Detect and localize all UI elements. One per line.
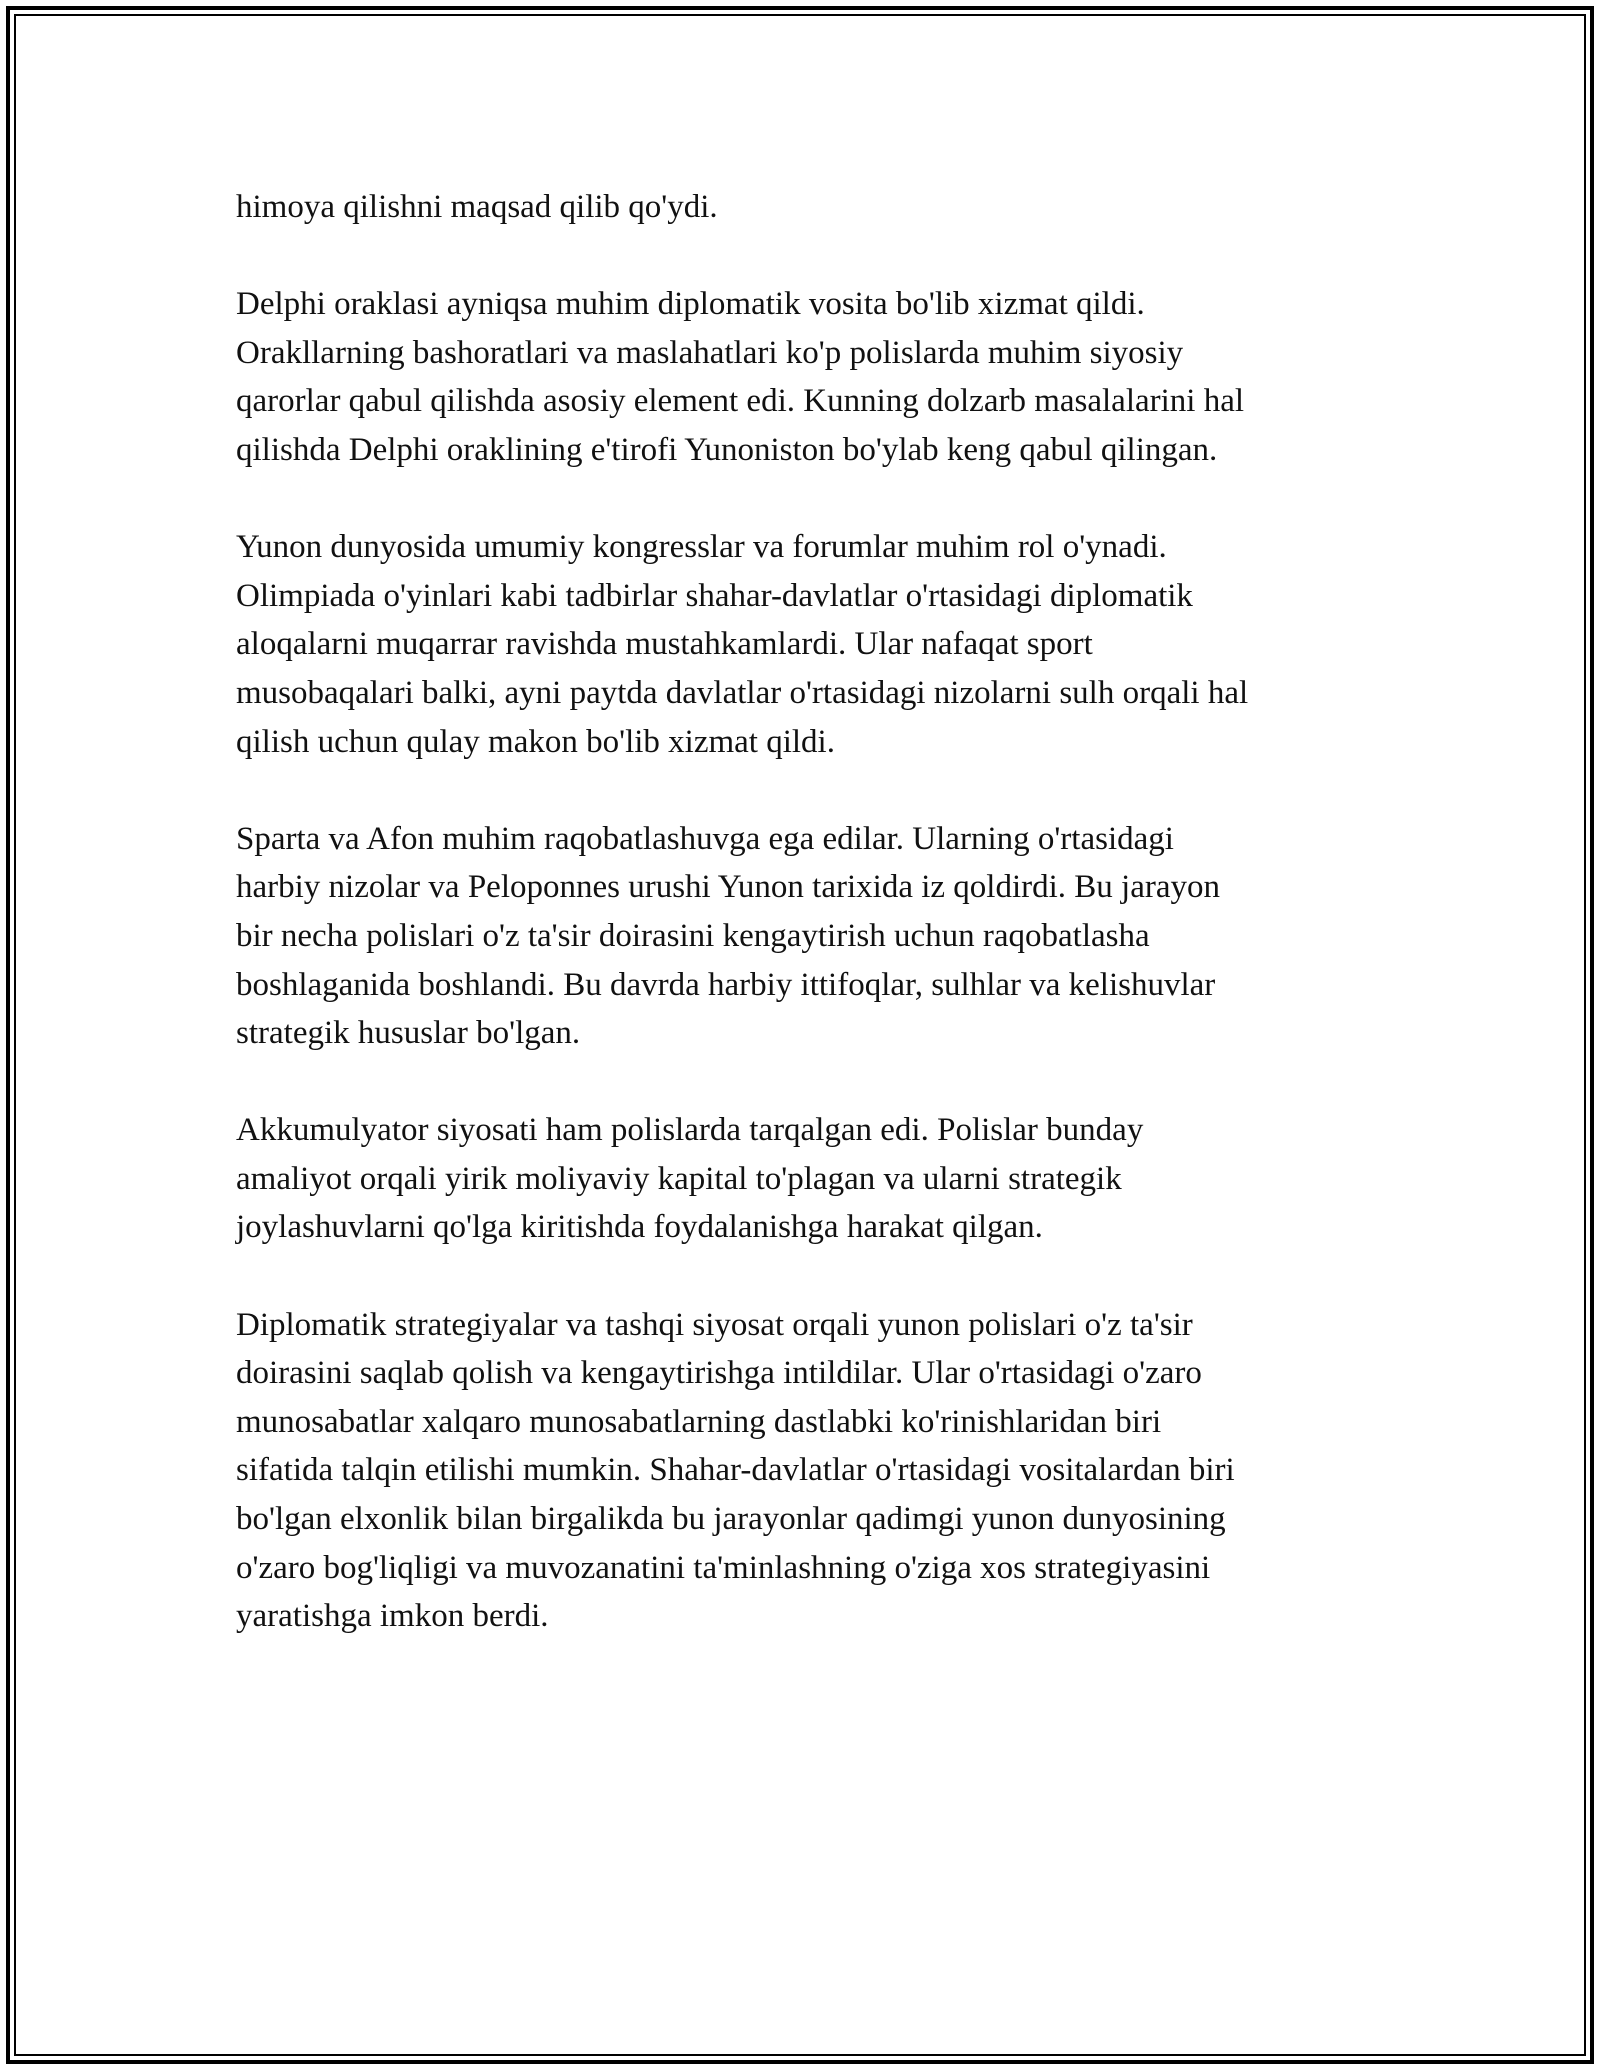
paragraph-6: Diplomatik strategiyalar va tashqi siyosat orqali yunon polislari o'z ta'sir doirasini saqlab qolish va kengaytirishga intildilar. Ular o'rtasidagi o'zaro munosabatlar xalqaro munosabatlarning dastlabki ko'rinishlaridan biri sifatida talqin etilishi mumkin. Shahar-davlatlar o'rtasidagi vositalardan biri bo'lgan elxonlik bilan birgalikda bu jarayonlar qadimgi yunon dunyosining o'zaro bog'liqligi va muvozanatini ta'minlashning o'ziga xos strategiyasini yaratishga imkon berdi. [236, 1306, 1235, 1635]
paragraph-5: Akkumulyator siyosati ham polislarda tarqalgan edi. Polislar bunday amaliyot orqali yirik moliyaviy kapital to'plagan va ularni strategik joylashuvlarni qo'lga kiritishda foydalanishga harakat qilgan. [236, 1112, 1144, 1246]
document-body [236, 183, 1386, 1641]
paragraph-3: Yunon dunyosida umumiy kongresslar va forumlar muhim rol o'ynadi. Olimpiada o'yinlari kabi tadbirlar shahar-davlatlar o'rtasidagi diplomatik aloqalarni muqarrar ravishda mustahkamlardi. Ular nafaqat sport musobaqalari balki, ayni paytda davlatlar o'rtasidagi nizolarni sulh orqali hal qilish uchun qulay makon bo'lib xizmat qildi. [236, 529, 1249, 760]
paragraph-4: Sparta va Afon muhim raqobatlashuvga ega edilar. Ularning o'rtasidagi harbiy nizolar va Peloponnes urushi Yunon tarixida iz qoldirdi. Bu jarayon bir necha polislari o'z ta'sir doirasini kengaytirish uchun raqobatlasha boshlaganida boshlandi. Bu davrda harbiy ittifoqlar, sulhlar va kelishuvlar strategik hususlar bo'lgan. [236, 820, 1220, 1052]
paragraph-1: himoya qilishni maqsad qilib qo'ydi. [236, 189, 718, 225]
paragraph-2: Delphi oraklasi ayniqsa muhim diplomatik vosita bo'lib xizmat qildi. Orakllarning bashoratlari va maslahatlari ko'p polislarda muhim siyosiy qarorlar qabul qilishda asosiy element edi. Kunning dolzarb masalalarini hal qilishda Delphi oraklining e'tirofi Yunoniston bo'ylab keng qabul qilingan. [236, 286, 1245, 468]
